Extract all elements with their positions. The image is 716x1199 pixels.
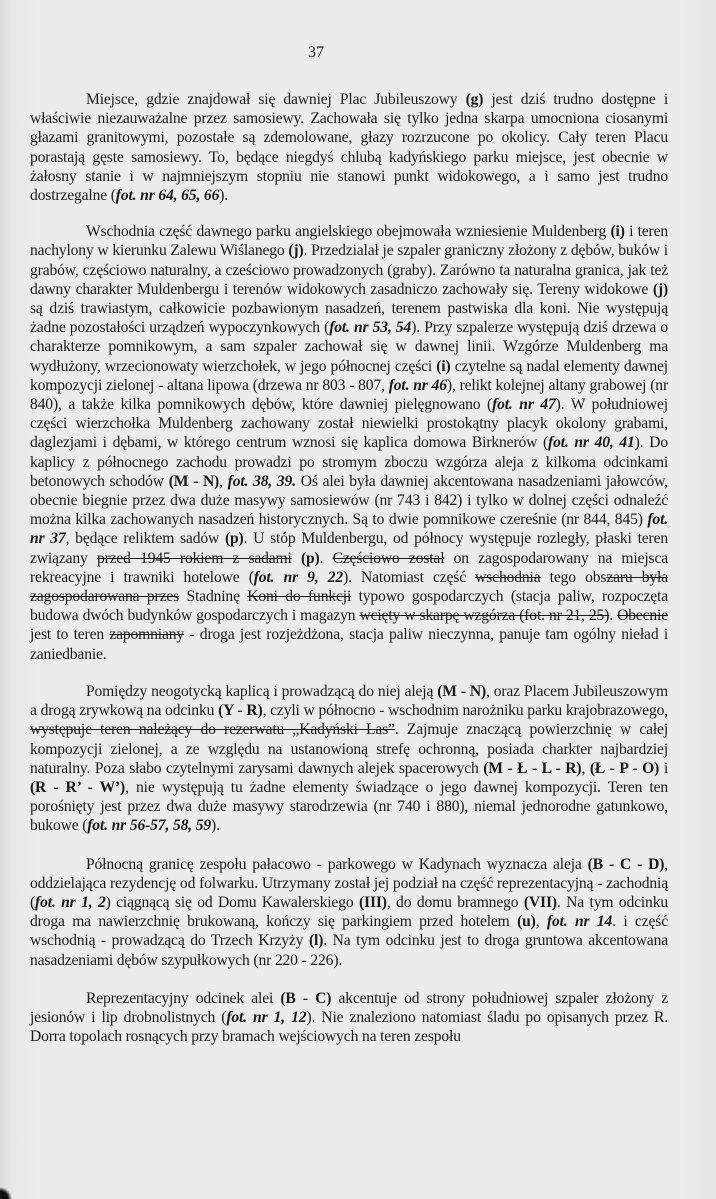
photo-reference: fot. 38, 39.: [227, 472, 296, 490]
photo-reference: fot. nr 64, 65, 66: [115, 187, 220, 205]
paragraph-muldenberg: Wschodnia część dawnego parku angielskiego obejmowała wzniesienie Muldenberg (i) i teren nachylony w kierunku Zalewu Wiślanego (j). Przedzialał je szpaler graniczny złożony z dębów, buków i grabów, częściowo naturalny, a cześciowo prowadzonych (graby). Zarówno ta naturalna granica, jak też dawny charakter Muldenbergu i terenów widokowych zasadniczo zachowały się. Tereny widokowe (j) są dziś trawiastym, całkowicie pozbawionym nasadzeń, terenem pastwiska dla koni. Nie występują żadne pozostałości urządzeń wypoczynkowych (fot. nr 53, 54). Przy szpalerze występują dziś drzewa o charakterze pomnikowym, a sam szpaler zachował się w dawnej linii. Wzgórze Muldenberg ma wydłużony, wrzecionowaty wierzchołek, w jego północnej części (i) czytelne są nadal elementy dawnej kompozycji zielonej - altana lipowa (drzewa nr 803 - 807, fot. nr 46), relikt kolejnej altany grabowej (nr 840), a także kilka pomnikowych dębów, które dawniej pielęgnowano (fot. nr 47). W południowej części wierzchołka Muldenberg zachowany został niewielki prostokątny placyk okolony grabami, daglezjami i dębami, w którego centrum wznosi się kaplica domowa Birknerów (fot. nr 40, 41). Do kaplicy z północnego zachodu prowadzi po stromym zboczu wzgórza aleja z kilkoma odcinkami betonowych schodów (M - N), fot. 38, 39. Oś alei była dawniej akcentowana nasadzeniami jałowców, obecnie biegnie przez dwa duże masywy samosiewów (nr 743 i 842) i tylko w dolnej części odnaleźć można kilka zachowanych nasadzeń historycznych. Są to dwie pomnikowe czereśnie (nr 844, 845) fot. nr 37, będące reliktem sadów (p). U stóp Muldenbergu, od północy występuje rozległy, płaski teren związany przed 1945 rokiem z sadami (p). Częściowo został on zagospodarowany na miejsca rekreacyjne i trawniki hotelowe (fot. nr 9, 22). Natomiast część wschodnia tego obszaru była zagospodarowana przes Stadninę Koni do funkcji typowo gospodarczych (stacja paliw, rozpoczęta budowa dwóch budynków gospodarczych i magazyn wcięty w skarpę wzgórza (fot. nr 21, 25). Obecnie jest to teren zapomniany - droga jest rozjeżdżona, stacja paliw nieczynna, panuje tam ogólny nieład i zaniedbanie.: [30, 223, 669, 663]
photo-reference: fot. nr 47: [492, 396, 556, 414]
paragraph-northern-boundary-alley: Północną granicę zespołu pałacowo - parkowego w Kadynach wyznacza aleja (B - C - D), oddzielająca rezydencję od folwarku. Utrzymany został jej podział na część reprezentacyjną - zachodnią (fot. nr 1, 2) ciągnącą się od Domu Kawalerskiego (III), do domu bramnego (VII). Na tym odcinku droga ma nawierzchnię brukowaną, kończy się parkingiem przed hotelem (u), fot. nr 14. i część wschodnią - prowadzącą do Trzech Krzyży (l). Na tym odcinku jest to droga gruntowa akcentowana nasadzeniami dębów szypułkowych (nr 220 - 226).: [30, 855, 668, 969]
struck-text: wcięty w skarpę wzgórza (fot. nr 21, 25): [359, 607, 610, 625]
bold-reference: (M - N): [168, 472, 220, 490]
scan-corner-shadow: [0, 1183, 14, 1199]
paragraph-representative-alley: Reprezentacyjny odcinek alei (B - C) akcentuje od strony południowej szpaler złożony z jesionów i lip drobnolistnych (fot. nr 1, 12). Nie znaleziono natomiast śladu po opisanych przez R. Dorra topolach rosnących przy bramach wejściowych na teren zespołu: [30, 989, 668, 1046]
photo-reference: fot. nr 53, 54: [329, 319, 412, 337]
photo-reference: fot. nr 1, 2: [35, 893, 106, 911]
bold-reference: (B - C - D): [587, 855, 665, 873]
page-number: 37: [308, 44, 324, 61]
struck-text: zapomniany: [109, 626, 185, 644]
photo-reference: fot. nr 9, 22: [253, 568, 344, 586]
photo-reference: fot. nr 1, 12: [226, 1008, 307, 1026]
bold-reference: (Ł - P - O): [589, 759, 660, 777]
bold-reference: (B - C): [280, 989, 332, 1007]
photo-reference: fot. nr 56-57, 58, 59: [87, 817, 212, 835]
bold-reference: (III): [358, 893, 387, 911]
paragraph-kadynski-las: Pomiędzy neogotycką kaplicą i prowadzącą do niej aleją (M - N), oraz Placem Jubileuszowym a drogą zrywkową na odcinku (Y - R), czyli w północno - wschodnim narożniku parku krajobrazowego, występuje teren należący do rezerwatu „Kadyński Las”. Zajmuje znaczącą powierzchnię w całej kompozycji zielonej, a ze względu na ustanowioną strefę ochronną, posiada charkter najbardziej naturalny. Poza słabo czytelnymi zarysami dawnych alejek spacerowych (M - Ł - L - R), (Ł - P - O) i (R - R’ - W’), nie występują tu żadne elementy świadzące o jego dawnej kompozycji. Teren ten porośnięty jest przez dwa duże masywy starodrzewia (nr 740 i 880), niemal jednorodne gatunkowo, bukowe (fot. nr 56-57, 58, 59).: [30, 682, 669, 835]
photo-reference: fot. nr 46: [388, 376, 447, 394]
bold-reference: (VII): [523, 893, 557, 911]
bold-reference: (p): [224, 530, 244, 548]
struck-text: Częściowo został: [332, 549, 445, 567]
bold-reference: (l): [308, 932, 324, 950]
bold-reference: (j): [288, 242, 304, 260]
bold-reference: (p): [300, 549, 320, 567]
struck-text: zaru była zagospodarowana przes: [30, 568, 668, 606]
document-body: [30, 90, 668, 1062]
struck-text: występuje teren należący do rezerwatu „Kadyński Las”: [30, 721, 395, 739]
bold-reference: (i): [610, 223, 625, 241]
photo-reference: fot. nr 40, 41: [548, 434, 635, 452]
paragraph-plac-jubileuszowy: Miejsce, gdzie znajdował się dawniej Plac Jubileuszowy (g) jest dziś trudno dostępne i właściwie niezauważalne przez samosiewy. Zachowała się tylko jedna skarpa umocniona ciosanymi głazami granitowymi, pozostałe są zdemolowane, głazy rozrzucone po okolicy. Cały teren Placu porastają gęste samosiewy. To, będące niegdyś chlubą kadyńskiego parku miejsce, jest obecnie w żałosny stanie i w najmniejszym stopniu nie stanowi punkt widokowego, a i samo jest trudno dostrzegalne (fot. nr 64, 65, 66).: [30, 91, 668, 205]
bold-reference: (g): [465, 91, 484, 108]
bold-reference: (Y - R): [218, 702, 263, 720]
photo-reference: fot. nr 37: [30, 511, 668, 548]
struck-text: Koni do funkcji: [247, 588, 352, 606]
bold-reference: (M - Ł - L - R): [483, 759, 582, 777]
bold-reference: (u): [517, 913, 536, 931]
bold-reference: (R - R’ - W’): [30, 778, 126, 796]
bold-reference: (M - N): [437, 682, 486, 700]
photo-reference: fot. nr 14: [546, 913, 613, 931]
struck-text: przed 1945 rokiem z sadami: [96, 549, 292, 567]
bold-reference: (i): [436, 357, 451, 375]
struck-text: wschodnia: [475, 568, 541, 586]
bold-reference: (j): [652, 280, 668, 298]
struck-text: Obecnie: [617, 607, 669, 625]
